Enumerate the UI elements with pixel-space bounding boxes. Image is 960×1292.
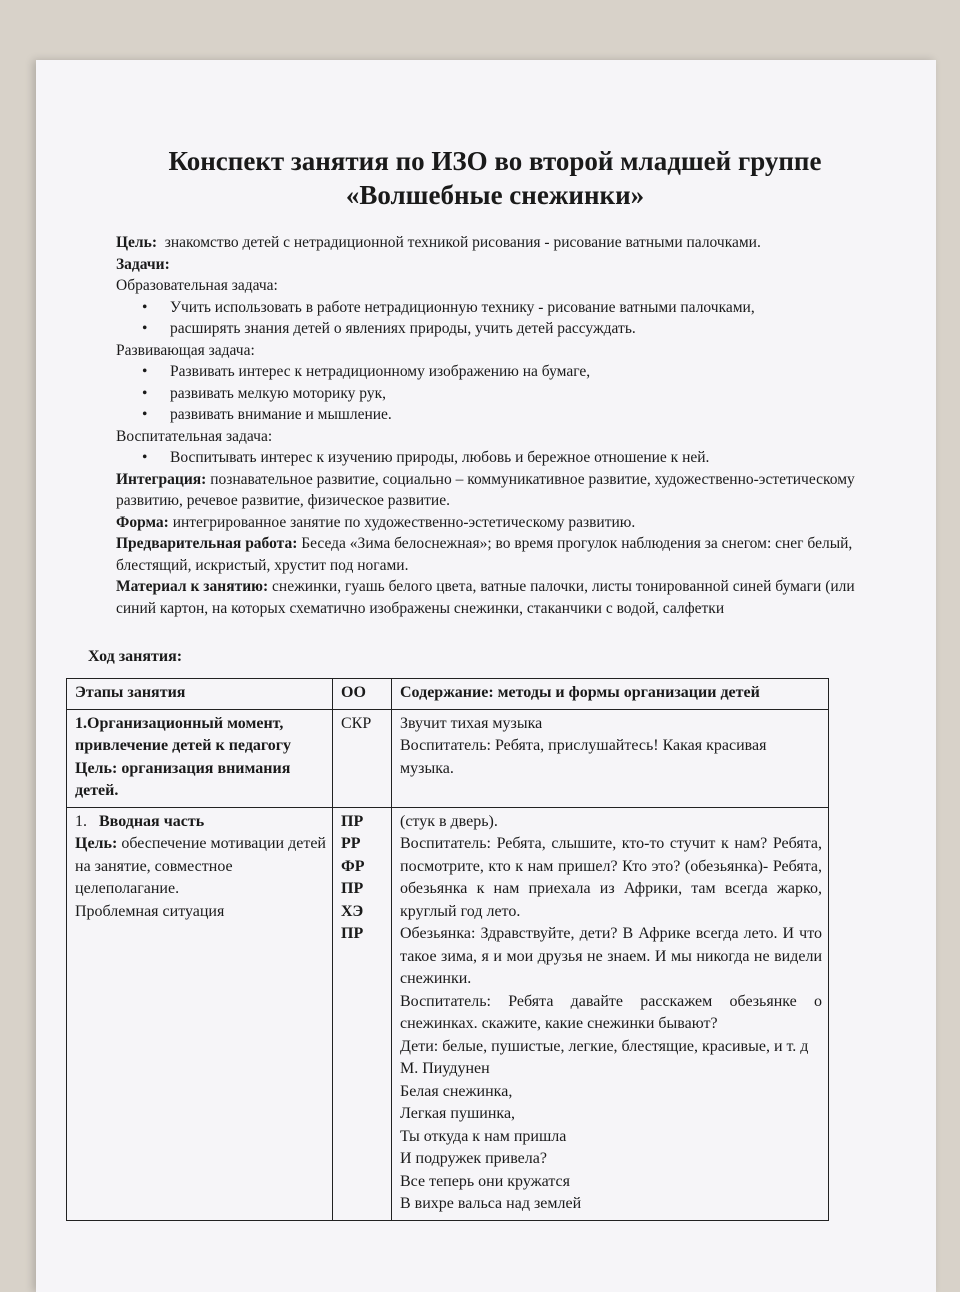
poem-line: И подружек привела?	[400, 1150, 547, 1167]
oo-code: ПР	[341, 812, 364, 830]
stage-title: 1.Организационный момент, привлечение детей к педагогу	[75, 714, 292, 754]
content-cell	[392, 709, 829, 807]
poem-author: М. Пиудунен	[400, 1060, 490, 1077]
poem-line: В вихре вальса над землей	[400, 1195, 582, 1212]
content-line: Воспитатель: Ребята, прислушайтесь! Какая красивая музыка.	[400, 737, 767, 777]
form-text: интегрированное занятие по художественно-эстетическому развитию.	[172, 513, 636, 531]
lesson-plan-body	[116, 232, 886, 619]
form-line	[116, 512, 886, 534]
developing-task-label: Развивающая задача:	[116, 341, 255, 359]
integration-label: Интеграция:	[116, 470, 207, 488]
stage-cell	[67, 709, 333, 807]
prelim-text: Беседа «Зима белоснежная»; во время прогулок наблюдения за снегом: снег белый, блестящий, искристый, хрустит под ногами.	[116, 535, 853, 574]
list-item: • развивать внимание и мышление.	[116, 404, 886, 426]
list-item: • расширять знания детей о явлениях природы, учить детей рассуждать.	[116, 318, 886, 340]
developing-task-list	[116, 361, 886, 426]
prelim-line	[116, 533, 886, 576]
stage-cell	[67, 807, 333, 1220]
table-row	[67, 807, 829, 1220]
material-text: снежинки, гуашь белого цвета, ватные палочки, листы тонированной синей бумаги (или синий картон, на которых схематично изображены снежинки, стаканчики с водой, салфетки	[116, 578, 855, 617]
content-line: Воспитатель: Ребята давайте расскажем обезьянке о снежинках. скажите, какие снежинки бывают?	[400, 992, 822, 1032]
table-header-row	[67, 679, 829, 710]
content-line: Дети: белые, пушистые, легкие, блестящие, красивые, и т. д	[400, 1037, 809, 1055]
upbringing-task-list	[116, 447, 886, 469]
list-item: • Развивать интерес к нетрадиционному изображению на бумаге,	[116, 361, 886, 383]
material-line	[116, 576, 886, 619]
upbringing-task-label: Воспитательная задача:	[116, 427, 273, 445]
oo-code: ФР	[341, 857, 365, 875]
oo-code: РР	[341, 835, 361, 852]
list-item: • развивать мелкую моторику рук,	[116, 383, 886, 405]
oo-code: ПР	[341, 925, 364, 942]
integration-text: познавательное развитие, социально – коммуникативное развитие, художественно-эстетическому развитию, речевое развитие, физическое развитие.	[116, 470, 855, 509]
prelim-label: Предварительная работа:	[116, 535, 298, 552]
header-content: Содержание: методы и формы организации детей	[392, 679, 829, 710]
stage-goal: Цель: обеспечение мотивации детей на занятие, совместное целеполагание.	[75, 835, 326, 897]
integration-line	[116, 469, 886, 512]
lesson-heading: Ход занятия:	[88, 648, 183, 665]
document-title: Конспект занятия по ИЗО во второй младшей группе	[168, 146, 822, 176]
poem-line: Легкая пушинка,	[400, 1105, 516, 1122]
lesson-table	[66, 678, 829, 1221]
goal-line	[116, 232, 886, 254]
material-label: Материал к занятию:	[116, 578, 269, 595]
poem-line: Все теперь они кружатся	[400, 1172, 570, 1190]
stage-title: Вводная часть	[99, 812, 205, 830]
oo-code: ХЭ	[341, 902, 364, 920]
stage-heading: 1. Вводная часть	[75, 812, 205, 830]
document-subtitle: «Волшебные снежинки»	[345, 180, 645, 210]
educational-task-list	[116, 297, 886, 340]
content-cell	[392, 807, 829, 1220]
oo-code: ПР	[341, 880, 364, 897]
list-item: • Воспитывать интерес к изучению природы, любовь и бережное отношение к ней.	[116, 447, 886, 469]
header-stages: Этапы занятия	[67, 679, 333, 710]
list-item: • Учить использовать в работе нетрадиционную технику - рисование ватными палочками,	[116, 297, 886, 319]
poem-line: Ты откуда к нам пришла	[400, 1127, 567, 1145]
stage-goal: Цель: организация внимания детей.	[75, 759, 291, 799]
tasks-label: Задачи:	[116, 255, 170, 273]
goal-label: Цель:	[116, 234, 157, 251]
content-line: Воспитатель: Ребята, слышите, кто-то стучит к нам? Ребята, посмотрите, кто к нам пришел? Кто это? (обезьянка)- Ребята, обезьянка к нам приехала из Африки, там всегда жарко, круглый год лето.	[400, 835, 822, 920]
poem-line: Белая снежинка,	[400, 1082, 513, 1100]
header-oo: ОО	[333, 679, 392, 710]
problem-situation: Проблемная ситуация	[75, 902, 225, 920]
goal-text: знакомство детей с нетрадиционной техникой рисования - рисование ватными палочками.	[164, 234, 761, 251]
content-line: Звучит тихая музыка	[400, 714, 543, 732]
educational-task-label: Образовательная задача:	[116, 277, 278, 294]
oo-cell	[333, 807, 392, 1220]
content-line: Обезьянка: Здравствуйте, дети? В Африке всегда лето. И что такое зима, я и мои друзья не знаем. И мы никогда не видели снежинки.	[400, 925, 822, 987]
table-row	[67, 709, 829, 807]
oo-cell: СКР	[333, 709, 392, 807]
content-line: (стук в дверь).	[400, 812, 498, 830]
form-label: Форма:	[116, 513, 169, 531]
